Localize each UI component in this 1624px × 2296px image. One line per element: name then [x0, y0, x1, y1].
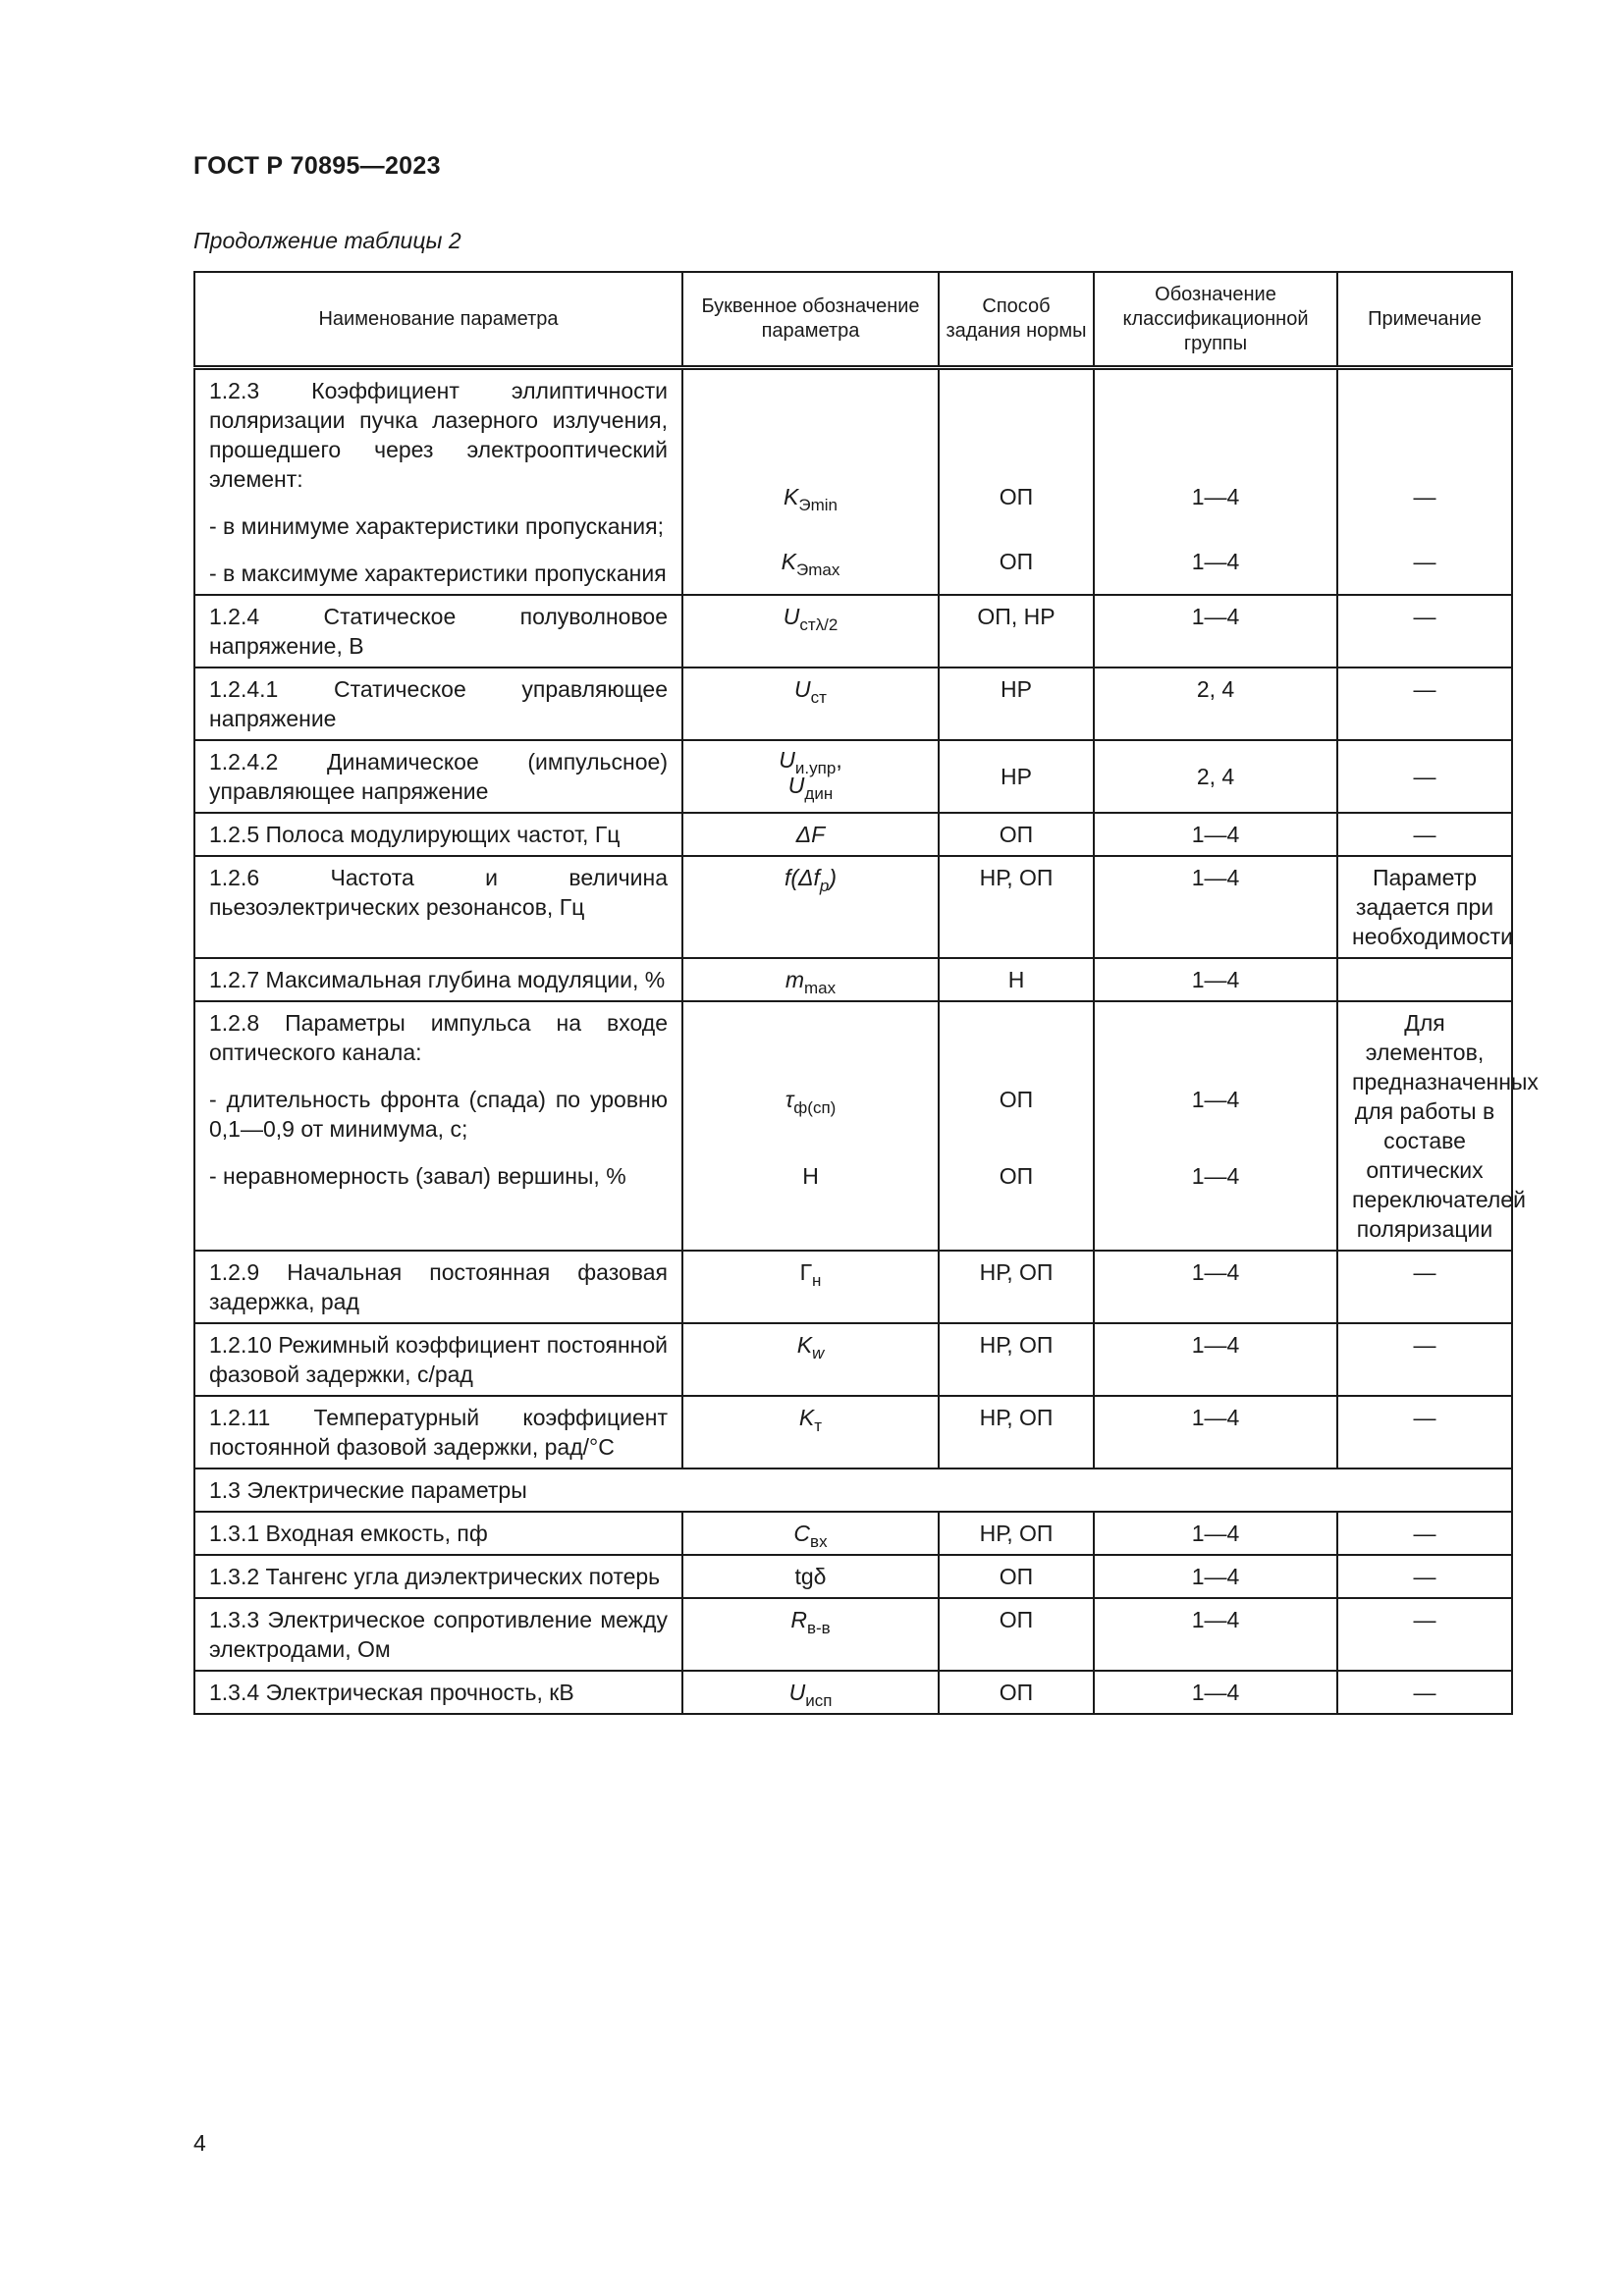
group-cell [1094, 368, 1337, 596]
symbol-main: U [794, 676, 811, 702]
param-symbol-cell [682, 1396, 939, 1468]
group-value: 1—4 [1094, 1555, 1337, 1598]
param-symbol-cell [682, 1512, 939, 1555]
column-header-note: Примечание [1337, 272, 1512, 368]
method-value: НР, ОП [939, 1251, 1094, 1323]
param-symbol-cell [682, 1323, 939, 1396]
param-symbol-cell [682, 1671, 939, 1714]
group-value: 1—4 [1094, 595, 1337, 667]
symbol-main: U [779, 747, 795, 773]
param-name: 1.2.6 Частота и величина пьезоэлектрических резонансов, Гц [194, 856, 682, 958]
param-symbol-cell [682, 667, 939, 740]
table-row [194, 813, 1512, 856]
table-row [194, 1671, 1512, 1714]
note-value: — [1337, 740, 1512, 813]
group-value: 1—4 [1094, 1512, 1337, 1555]
method-value: ОП [999, 484, 1034, 509]
group-value: 1—4 [1094, 813, 1337, 856]
symbol-subscript: стλ/2 [799, 615, 839, 634]
symbol-subscript: исп [805, 1691, 833, 1710]
method-value: НР [939, 740, 1094, 813]
param-name: 1.2.8 Параметры импульса на входе оптического канала: [209, 1010, 668, 1065]
symbol-main: U [783, 604, 800, 629]
note-value: — [1337, 667, 1512, 740]
symbol-main: R [790, 1607, 807, 1632]
table-row [194, 1396, 1512, 1468]
param-symbol-cell [682, 1001, 939, 1251]
param-name: 1.2.4.2 Динамическое (импульсное) управляющее напряжение [194, 740, 682, 813]
column-header-group: Обозначение классификационной группы [1094, 272, 1337, 368]
symbol-main: τ [785, 1087, 794, 1112]
table-row [194, 1598, 1512, 1671]
note-value: — [1337, 595, 1512, 667]
group-value: 1—4 [1191, 549, 1240, 574]
method-value: ОП [999, 549, 1034, 574]
method-value: ОП [999, 1087, 1034, 1112]
table-row [194, 1323, 1512, 1396]
page-number: 4 [193, 2130, 206, 2156]
section-row [194, 1468, 1512, 1512]
symbol-subscript: Эmin [798, 496, 838, 514]
note-value: Для элементов, предназначенных для работы в составе оптических переключателей поляризации [1337, 1001, 1512, 1251]
symbol-subscript: p [819, 877, 830, 895]
param-name: 1.2.11 Температурный коэффициент постоянной фазовой задержки, рад/°С [194, 1396, 682, 1468]
symbol-main: f(Δf [784, 865, 820, 890]
group-value: 1—4 [1094, 958, 1337, 1001]
group-value: 2, 4 [1094, 667, 1337, 740]
group-value: 1—4 [1191, 484, 1240, 509]
param-symbol-cell [682, 595, 939, 667]
note-value [1337, 958, 1512, 1001]
param-symbol-cell [682, 856, 939, 958]
symbol-main: m [785, 967, 805, 992]
column-header-method: Способ задания нормы [939, 272, 1094, 368]
symbol-subscript: дин [804, 784, 834, 803]
param-name: 1.3.2 Тангенс угла диэлектрических потерь [194, 1555, 682, 1598]
method-value: ОП [939, 1598, 1094, 1671]
symbol-subscript: ст [810, 688, 827, 707]
symbol-subscript: w [812, 1344, 825, 1362]
group-value: 1—4 [1094, 1396, 1337, 1468]
note-value: — [1337, 1323, 1512, 1396]
table-row [194, 958, 1512, 1001]
symbol-subscript: и.упр [794, 759, 837, 777]
table-row [194, 856, 1512, 958]
symbol-subscript: т [814, 1416, 823, 1435]
param-subitem: - длительность фронта (спада) по уровню 0,1—0,9 от минимума, с; [209, 1087, 668, 1142]
symbol-main: ΔF [795, 822, 826, 847]
symbol-subscript: max [804, 979, 837, 997]
param-symbol-cell [682, 1598, 939, 1671]
param-subitem: - в минимуме характеристики пропускания; [209, 513, 664, 539]
table-row [194, 740, 1512, 813]
group-value: 1—4 [1191, 1163, 1240, 1189]
group-value: 1—4 [1191, 1087, 1240, 1112]
symbol-separator: , [836, 747, 842, 773]
method-value: НР [939, 667, 1094, 740]
document-id: ГОСТ Р 70895—2023 [193, 152, 441, 180]
table-row [194, 595, 1512, 667]
param-name: 1.2.4.1 Статическое управляющее напряжение [194, 667, 682, 740]
table-row [194, 667, 1512, 740]
method-cell [939, 1001, 1094, 1251]
table-row [194, 368, 1512, 596]
group-cell [1094, 1001, 1337, 1251]
symbol-main: K [784, 484, 799, 509]
table-row [194, 1001, 1512, 1251]
param-name: 1.3.3 Электрическое сопротивление между электродами, Ом [194, 1598, 682, 1671]
param-name: 1.3.1 Входная емкость, пф [194, 1512, 682, 1555]
symbol-main: C [793, 1521, 811, 1546]
table-row [194, 1555, 1512, 1598]
method-cell [939, 368, 1094, 596]
section-title: 1.3 Электрические параметры [194, 1468, 1512, 1512]
column-header-name: Наименование параметра [194, 272, 682, 368]
symbol-main: K [796, 1332, 813, 1358]
note-value: — [1337, 1598, 1512, 1671]
note-value: — [1337, 1555, 1512, 1598]
param-name-cell [194, 368, 682, 596]
group-value: 2, 4 [1094, 740, 1337, 813]
table-row [194, 1512, 1512, 1555]
symbol-main: U [788, 1680, 806, 1705]
method-value: НР, ОП [939, 1323, 1094, 1396]
param-subitem: - в максимуме характеристики пропускания [209, 561, 667, 586]
group-value: 1—4 [1094, 1323, 1337, 1396]
symbol-subscript: ф(сп) [793, 1098, 837, 1117]
symbol-main: Г [799, 1259, 813, 1285]
symbol-subscript: в-в [806, 1619, 831, 1637]
note-value: — [1413, 484, 1436, 509]
param-name-cell [194, 1001, 682, 1251]
param-name: 1.3.4 Электрическая прочность, кВ [194, 1671, 682, 1714]
method-value: ОП [999, 1163, 1034, 1189]
method-value: НР, ОП [939, 1512, 1094, 1555]
param-symbol-cell [682, 1251, 939, 1323]
method-value: ОП [939, 813, 1094, 856]
note-value: — [1337, 1251, 1512, 1323]
symbol-subscript: вх [810, 1532, 828, 1551]
group-value: 1—4 [1094, 1598, 1337, 1671]
symbol-close: ) [829, 865, 837, 890]
symbol-main: tgδ [682, 1555, 939, 1598]
method-value: НР, ОП [939, 856, 1094, 958]
note-value: — [1337, 1512, 1512, 1555]
param-name: 1.2.10 Режимный коэффициент постоянной фазовой задержки, с/рад [194, 1323, 682, 1396]
note-value: — [1413, 549, 1436, 574]
group-value: 1—4 [1094, 1251, 1337, 1323]
param-subitem: - неравномерность (завал) вершины, % [209, 1163, 626, 1189]
param-name: 1.2.7 Максимальная глубина модуляции, % [194, 958, 682, 1001]
param-symbol-cell [682, 813, 939, 856]
column-header-symbol: Буквенное обозначение параметра [682, 272, 939, 368]
param-symbol-cell [682, 958, 939, 1001]
symbol-subscript: н [812, 1271, 822, 1290]
param-symbol-cell [682, 368, 939, 596]
symbol-main: K [798, 1405, 815, 1430]
param-symbol-cell [682, 740, 939, 813]
symbol-main: U [787, 773, 805, 798]
symbol-main: K [781, 549, 796, 574]
param-name: 1.2.3 Коэффициент эллиптичности поляризации пучка лазерного излучения, прошедшего через электрооптический элемент: [209, 378, 668, 492]
note-value: Параметр задается при необходимости [1337, 856, 1512, 958]
param-name: 1.2.9 Начальная постоянная фазовая задержка, рад [194, 1251, 682, 1323]
table-row [194, 1251, 1512, 1323]
method-value: Н [939, 958, 1094, 1001]
note-value: — [1337, 1396, 1512, 1468]
method-value: ОП [939, 1555, 1094, 1598]
table-caption: Продолжение таблицы 2 [193, 228, 461, 253]
symbol-main: Н [802, 1163, 819, 1189]
group-value: 1—4 [1094, 856, 1337, 958]
note-value: — [1337, 813, 1512, 856]
group-value: 1—4 [1094, 1671, 1337, 1714]
method-value: ОП, НР [939, 595, 1094, 667]
symbol-subscript: Эmax [796, 561, 840, 579]
note-cell [1337, 368, 1512, 596]
param-name: 1.2.4 Статическое полуволновое напряжение, В [194, 595, 682, 667]
param-name: 1.2.5 Полоса модулирующих частот, Гц [194, 813, 682, 856]
parameters-table [193, 271, 1539, 1715]
table-header-row [194, 272, 1512, 368]
method-value: НР, ОП [939, 1396, 1094, 1468]
note-value: — [1337, 1671, 1512, 1714]
method-value: ОП [939, 1671, 1094, 1714]
